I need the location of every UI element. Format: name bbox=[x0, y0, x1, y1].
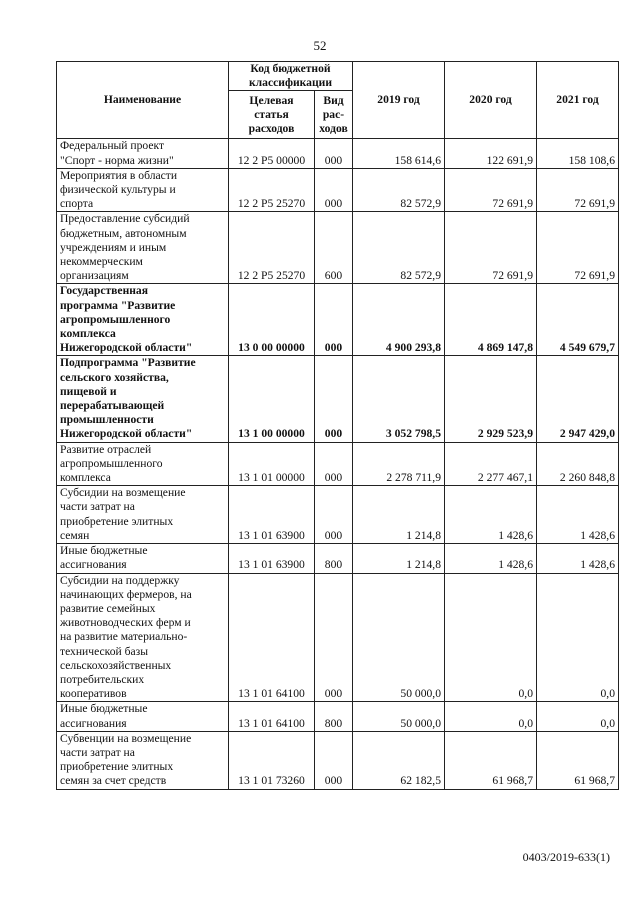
table-row bbox=[57, 356, 619, 442]
cell-2020: 2 929 523,9 bbox=[445, 356, 537, 442]
cell-target-article: 13 0 00 00000 bbox=[229, 284, 315, 356]
cell-2021: 2 947 429,0 bbox=[537, 356, 619, 442]
cell-name: Развитие отраслей агропромышленного комплекса bbox=[57, 442, 229, 486]
cell-2020: 1 428,6 bbox=[445, 544, 537, 573]
cell-target-article: 12 2 P5 25270 bbox=[229, 212, 315, 284]
table-row bbox=[57, 544, 619, 573]
cell-expense-type: 000 bbox=[315, 139, 353, 168]
cell-2020: 4 869 147,8 bbox=[445, 284, 537, 356]
cell-target-article: 13 1 01 63900 bbox=[229, 544, 315, 573]
table-row bbox=[57, 573, 619, 702]
cell-2019: 158 614,6 bbox=[353, 139, 445, 168]
table-row bbox=[57, 212, 619, 284]
cell-target-article: 13 1 01 73260 bbox=[229, 731, 315, 789]
cell-2019: 1 214,8 bbox=[353, 544, 445, 573]
cell-target-article: 12 2 P5 00000 bbox=[229, 139, 315, 168]
cell-name: Иные бюджетные ассигнования bbox=[57, 544, 229, 573]
cell-expense-type: 600 bbox=[315, 212, 353, 284]
cell-name: Государственная программа "Развитие агропромышленного комплекса Нижегородской области" bbox=[57, 284, 229, 356]
table-body bbox=[57, 139, 619, 789]
header-kbk: Код бюджетной классификации bbox=[229, 62, 353, 91]
cell-target-article: 13 1 01 63900 bbox=[229, 486, 315, 544]
cell-target-article: 13 1 00 00000 bbox=[229, 356, 315, 442]
cell-2021: 72 691,9 bbox=[537, 212, 619, 284]
cell-2019: 50 000,0 bbox=[353, 573, 445, 702]
cell-2021: 72 691,9 bbox=[537, 168, 619, 212]
cell-expense-type: 000 bbox=[315, 442, 353, 486]
cell-2020: 72 691,9 bbox=[445, 168, 537, 212]
cell-name: Субсидии на поддержку начинающих фермеров, на развитие семейных животноводческих ферм и на развитие материально- технической базы сельскохозяйственных потребительских кооперативов bbox=[57, 573, 229, 702]
table-row bbox=[57, 731, 619, 789]
cell-2019: 50 000,0 bbox=[353, 702, 445, 731]
header-2019: 2019 год bbox=[353, 62, 445, 139]
cell-expense-type: 800 bbox=[315, 702, 353, 731]
cell-name: Мероприятия в области физической культуры и спорта bbox=[57, 168, 229, 212]
cell-2021: 158 108,6 bbox=[537, 139, 619, 168]
table-row bbox=[57, 284, 619, 356]
page-number: 52 bbox=[313, 38, 327, 53]
cell-name: Федеральный проект "Спорт - норма жизни" bbox=[57, 139, 229, 168]
cell-2019: 2 278 711,9 bbox=[353, 442, 445, 486]
cell-name: Иные бюджетные ассигнования bbox=[57, 702, 229, 731]
cell-2020: 72 691,9 bbox=[445, 212, 537, 284]
cell-2021: 0,0 bbox=[537, 573, 619, 702]
cell-2021: 61 968,7 bbox=[537, 731, 619, 789]
table-row bbox=[57, 442, 619, 486]
table-row bbox=[57, 486, 619, 544]
cell-target-article: 13 1 01 64100 bbox=[229, 702, 315, 731]
cell-expense-type: 000 bbox=[315, 486, 353, 544]
cell-2019: 82 572,9 bbox=[353, 212, 445, 284]
cell-2021: 2 260 848,8 bbox=[537, 442, 619, 486]
cell-2019: 62 182,5 bbox=[353, 731, 445, 789]
cell-2019: 82 572,9 bbox=[353, 168, 445, 212]
cell-2020: 2 277 467,1 bbox=[445, 442, 537, 486]
header-2020: 2020 год bbox=[445, 62, 537, 139]
header-target-article: Целевая статья расходов bbox=[229, 91, 315, 139]
document-code: 0403/2019-633(1) bbox=[522, 850, 610, 864]
cell-2020: 61 968,7 bbox=[445, 731, 537, 789]
header-2021: 2021 год bbox=[537, 62, 619, 139]
cell-2020: 0,0 bbox=[445, 573, 537, 702]
cell-2019: 1 214,8 bbox=[353, 486, 445, 544]
budget-table bbox=[56, 61, 619, 790]
cell-2019: 4 900 293,8 bbox=[353, 284, 445, 356]
cell-2021: 1 428,6 bbox=[537, 486, 619, 544]
cell-2021: 0,0 bbox=[537, 702, 619, 731]
table-row bbox=[57, 168, 619, 212]
cell-expense-type: 000 bbox=[315, 284, 353, 356]
cell-target-article: 12 2 P5 25270 bbox=[229, 168, 315, 212]
cell-name: Субвенции на возмещение части затрат на приобретение элитных семян за счет средств bbox=[57, 731, 229, 789]
cell-2021: 1 428,6 bbox=[537, 544, 619, 573]
cell-expense-type: 800 bbox=[315, 544, 353, 573]
cell-target-article: 13 1 01 64100 bbox=[229, 573, 315, 702]
cell-2020: 122 691,9 bbox=[445, 139, 537, 168]
cell-2020: 1 428,6 bbox=[445, 486, 537, 544]
cell-name: Подпрограмма "Развитие сельского хозяйства, пищевой и перерабатывающей промышленности Нижегородской области" bbox=[57, 356, 229, 442]
cell-expense-type: 000 bbox=[315, 168, 353, 212]
cell-name: Предоставление субсидий бюджетным, автономным учреждениям и иным некоммерческим организациям bbox=[57, 212, 229, 284]
cell-name: Субсидии на возмещение части затрат на приобретение элитных семян bbox=[57, 486, 229, 544]
cell-expense-type: 000 bbox=[315, 356, 353, 442]
cell-target-article: 13 1 01 00000 bbox=[229, 442, 315, 486]
cell-expense-type: 000 bbox=[315, 573, 353, 702]
header-expense-type: Вид рас-ходов bbox=[315, 91, 353, 139]
cell-2019: 3 052 798,5 bbox=[353, 356, 445, 442]
table-row bbox=[57, 139, 619, 168]
table-row bbox=[57, 702, 619, 731]
cell-2020: 0,0 bbox=[445, 702, 537, 731]
cell-2021: 4 549 679,7 bbox=[537, 284, 619, 356]
header-name: Наименование bbox=[57, 62, 229, 139]
cell-expense-type: 000 bbox=[315, 731, 353, 789]
